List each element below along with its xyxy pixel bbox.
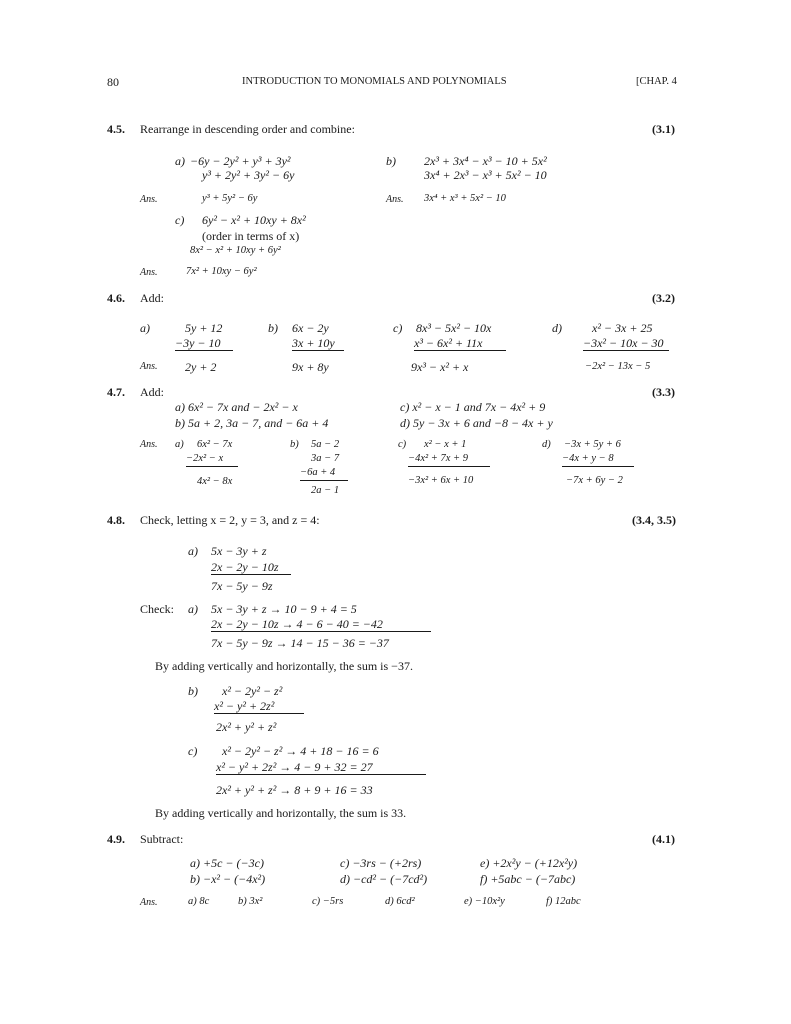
- note: By adding vertically and horizontally, the sum is −37.: [155, 659, 413, 673]
- question: d) 5y − 3x + 6 and −8 − 4x + y: [400, 416, 553, 430]
- expression: x² − 2y² − z²: [222, 684, 283, 698]
- problem-number: 4.7.: [107, 385, 125, 399]
- addend: 5y + 12: [185, 321, 223, 335]
- problem-title: Add:: [140, 291, 164, 305]
- answer-label: Ans.: [140, 267, 158, 278]
- expression-note: (order in terms of x): [202, 229, 300, 243]
- question: b) −x² − (−4x²): [190, 872, 266, 886]
- addend: −3x² − 10x − 30: [583, 337, 669, 351]
- section-ref: (3.4, 3.5): [632, 513, 676, 527]
- problem-number: 4.8.: [107, 513, 125, 527]
- addend: x² − x + 1: [424, 439, 467, 450]
- part-label: a): [140, 321, 150, 335]
- part-label: d): [552, 321, 562, 335]
- answer-label: Ans.: [140, 897, 158, 908]
- answer: a) 8c: [188, 896, 210, 907]
- expression: 2x² + y² + z²: [216, 720, 277, 734]
- answer: 3x⁴ + x³ + 5x² − 10: [424, 193, 506, 204]
- expression: 2x − 2y − 10z: [211, 561, 291, 575]
- expression: x² − y² + 2z²: [214, 700, 304, 714]
- expression: −6y − 2y² + y³ + 3y²: [190, 154, 291, 168]
- check-line: x² − 2y² − z² → 4 + 18 − 16 = 6: [222, 744, 379, 758]
- part-label: c): [175, 213, 185, 227]
- check-line: 2x − 2y − 10z → 4 − 6 − 40 = −42: [211, 618, 431, 632]
- section-ref: (3.3): [652, 385, 675, 399]
- part-label: a): [188, 602, 198, 616]
- question: a) 6x² − 7x and − 2x² − x: [175, 400, 298, 414]
- part-label: c): [398, 439, 407, 450]
- problem-title: Check, letting x = 2, y = 3, and z = 4:: [140, 513, 320, 527]
- part-label: b): [386, 154, 396, 168]
- answer-label: Ans.: [140, 361, 158, 372]
- question: e) +2x²y − (+12x²y): [480, 856, 578, 870]
- addend: −4x + y − 8: [562, 454, 634, 467]
- expression: 8x² − x² + 10xy + 6y²: [190, 245, 281, 256]
- part-label: d): [542, 439, 551, 450]
- answer-label: Ans.: [140, 439, 158, 450]
- addend: −3y − 10: [175, 337, 233, 351]
- problem-title: Add:: [140, 385, 164, 399]
- part-label: b): [290, 439, 299, 450]
- question: d) −cd² − (−7cd²): [340, 872, 428, 886]
- addend: 3a − 7: [311, 453, 340, 464]
- answer: b) 3x²: [238, 896, 263, 907]
- answer: 2a − 1: [311, 485, 340, 496]
- answer: 7x² + 10xy − 6y²: [186, 266, 257, 277]
- addend: −3x + 5y + 6: [564, 439, 621, 450]
- check-label: Check:: [140, 602, 174, 616]
- answer: 4x² − 8x: [197, 476, 233, 487]
- section-ref: (4.1): [652, 832, 675, 846]
- addend: x² − 3x + 25: [592, 321, 653, 335]
- part-label: b): [188, 684, 198, 698]
- answer: −2x² − 13x − 5: [585, 361, 651, 372]
- question: b) 5a + 2, 3a − 7, and − 6a + 4: [175, 416, 329, 430]
- answer: d) 6cd²: [385, 896, 415, 907]
- expression: 6y² − x² + 10xy + 8x²: [202, 213, 306, 227]
- addend: 6x − 2y: [292, 321, 329, 335]
- addend: 3x + 10y: [292, 337, 344, 351]
- answer: y³ + 5y² − 6y: [202, 193, 258, 204]
- check-line: x² − y² + 2z² → 4 − 9 + 32 = 27: [216, 761, 426, 775]
- running-title: INTRODUCTION TO MONOMIALS AND POLYNOMIALS: [242, 76, 507, 87]
- addend: x³ − 6x² + 11x: [414, 337, 506, 351]
- problem-number: 4.5.: [107, 122, 125, 136]
- answer: −3x² + 6x + 10: [408, 475, 474, 486]
- expression: 2x³ + 3x⁴ − x³ − 10 + 5x²: [424, 154, 547, 168]
- page-number: 80: [107, 75, 119, 89]
- answer: 9x³ − x² + x: [411, 360, 469, 374]
- check-line: 5x − 3y + z → 10 − 9 + 4 = 5: [211, 602, 357, 616]
- problem-number: 4.9.: [107, 832, 125, 846]
- part-label: a): [175, 154, 185, 168]
- chapter-label: [CHAP. 4: [636, 76, 677, 87]
- check-line: 7x − 5y − 9z → 14 − 15 − 36 = −37: [211, 636, 389, 650]
- addend: −4x² + 7x + 9: [408, 454, 490, 467]
- addend: −6a + 4: [300, 468, 348, 481]
- answer-label: Ans.: [386, 194, 404, 205]
- answer-label: Ans.: [140, 194, 158, 205]
- question: f) +5abc − (−7abc): [480, 872, 576, 886]
- answer: 2y + 2: [185, 360, 217, 374]
- answer: −7x + 6y − 2: [566, 475, 623, 486]
- expression: y³ + 2y² + 3y² − 6y: [202, 168, 295, 182]
- expression: 3x⁴ + 2x³ − x³ + 5x² − 10: [424, 168, 547, 182]
- question: a) +5c − (−3c): [190, 856, 264, 870]
- answer: 9x + 8y: [292, 360, 329, 374]
- expression: 5x − 3y + z: [211, 544, 267, 558]
- addend: 5a − 2: [311, 439, 340, 450]
- check-line: 2x² + y² + z² → 8 + 9 + 16 = 33: [216, 783, 373, 797]
- expression: 7x − 5y − 9z: [211, 579, 273, 593]
- answer: e) −10x²y: [464, 896, 505, 907]
- part-label: c): [188, 744, 198, 758]
- addend: 6x² − 7x: [197, 439, 233, 450]
- question: c) x² − x − 1 and 7x − 4x² + 9: [400, 400, 546, 414]
- note: By adding vertically and horizontally, the sum is 33.: [155, 806, 407, 820]
- part-label: a): [175, 439, 184, 450]
- part-label: b): [268, 321, 278, 335]
- answer: f) 12abc: [546, 896, 581, 907]
- problem-title: Rearrange in descending order and combine:: [140, 122, 355, 136]
- problem-number: 4.6.: [107, 291, 125, 305]
- problem-title: Subtract:: [140, 832, 184, 846]
- part-label: a): [188, 544, 198, 558]
- section-ref: (3.1): [652, 122, 675, 136]
- addend: 8x³ − 5x² − 10x: [416, 321, 492, 335]
- addend: −2x² − x: [186, 454, 238, 467]
- part-label: c): [393, 321, 403, 335]
- answer: c) −5rs: [312, 896, 344, 907]
- question: c) −3rs − (+2rs): [340, 856, 422, 870]
- section-ref: (3.2): [652, 291, 675, 305]
